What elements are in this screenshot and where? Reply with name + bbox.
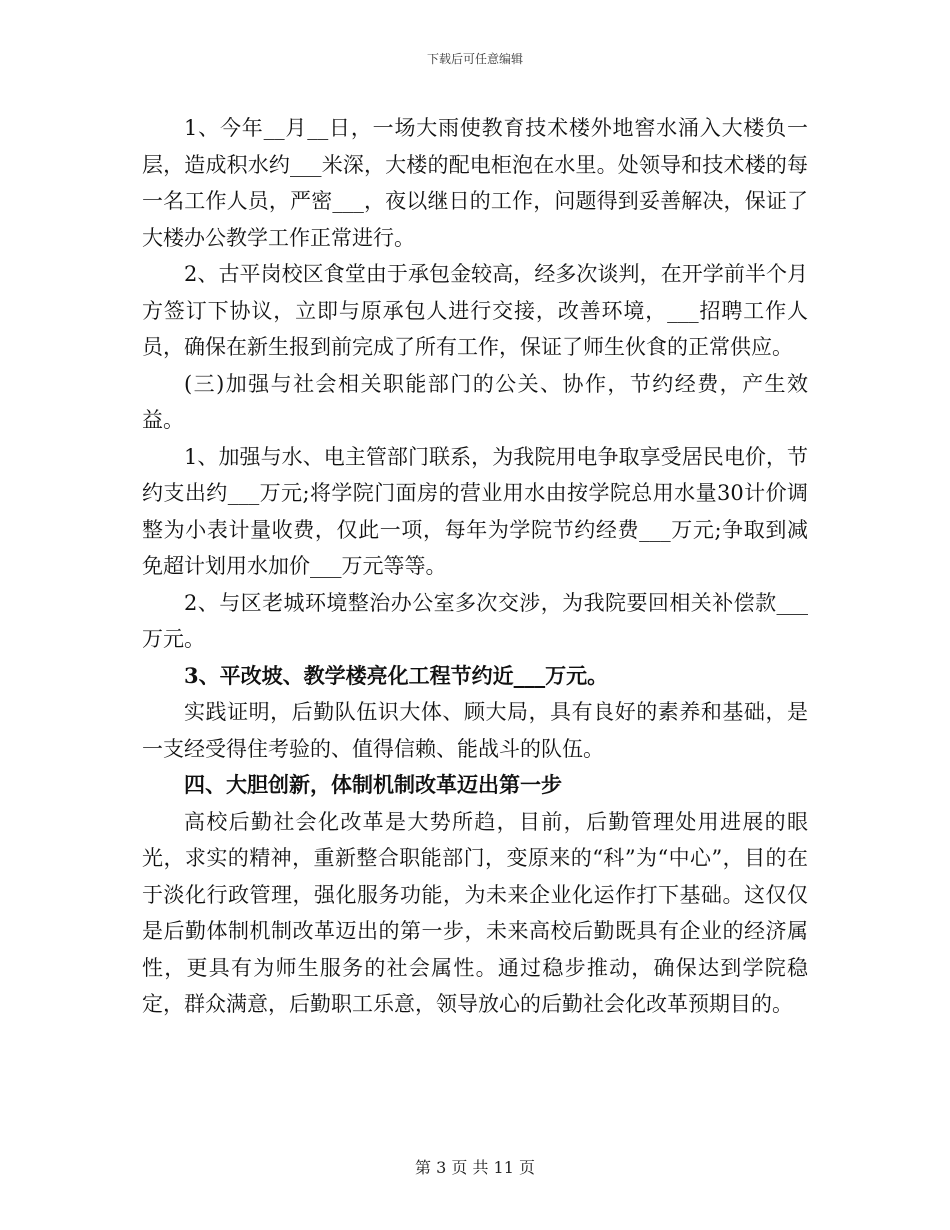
section-four-heading: 四、大胆创新，体制机制改革迈出第一步	[184, 772, 562, 797]
paragraph-roof-project: 3、平改坡、教学楼亮化工程节约近___万元。	[184, 662, 609, 688]
paragraph-compensation: 2、与区老城环境整治办公室多次交涉，为我院要回相关补偿款___万元。	[142, 590, 808, 651]
paragraph-reform: 高校后勤社会化改革是大势所趋，目前，后勤管理处用进展的眼光，求实的精神，重新整合职能部门，变原来的“科”为“中心”，目的在于淡化行政管理，强化服务功能，为未来企业化运作打下基础。这仅仅是后勤体制机制改革迈出的第一步，未来高校后勤既具有企业的经济属性，更具有为师生服务的社会属性。通过稳步推动，确保达到学院稳定，群众满意，后勤职工乐意，领导放心的后勤社会化改革预期目的。	[142, 809, 808, 1016]
paragraph-flood-response: 1、今年__月__日，一场大雨使教育技术楼外地窖水涌入大楼负一层，造成积水约___米深，大楼的配电柜泡在水里。处领导和技术楼的每一名工作人员，严密___，夜以继日的工作，问题得到妥善解决，保证了大楼办公教学工作正常进行。	[142, 116, 808, 250]
document-body	[142, 110, 808, 1023]
page-header: 下载后可任意编辑	[426, 52, 523, 66]
paragraph-team-summary: 实践证明，后勤队伍识大体、顾大局，具有良好的素养和基础，是一支经受得住考验的、值得信赖、能战斗的队伍。	[142, 700, 808, 761]
page-footer: 第 3 页 共 11 页	[415, 1158, 535, 1177]
paragraph-canteen-contract: 2、古平岗校区食堂由于承包金较高，经多次谈判，在开学前半个月方签订下协议，立即与原承包人进行交接，改善环境，___招聘工作人员，确保在新生报到前完成了所有工作，保证了师生伙食的正常供应。	[142, 262, 808, 359]
paragraph-section-three-heading: (三)加强与社会相关职能部门的公关、协作，节约经费，产生效益。	[142, 371, 808, 432]
paragraph-utility-savings: 1、加强与水、电主管部门联系，为我院用电争取享受居民电价，节约支出约___万元;将学院门面房的营业用水由按学院总用水量30计价调整为小表计量收费，仅此一项，每年为学院节约经费___万元;争取到减免超计划用水加价___万元等等。	[142, 444, 808, 578]
